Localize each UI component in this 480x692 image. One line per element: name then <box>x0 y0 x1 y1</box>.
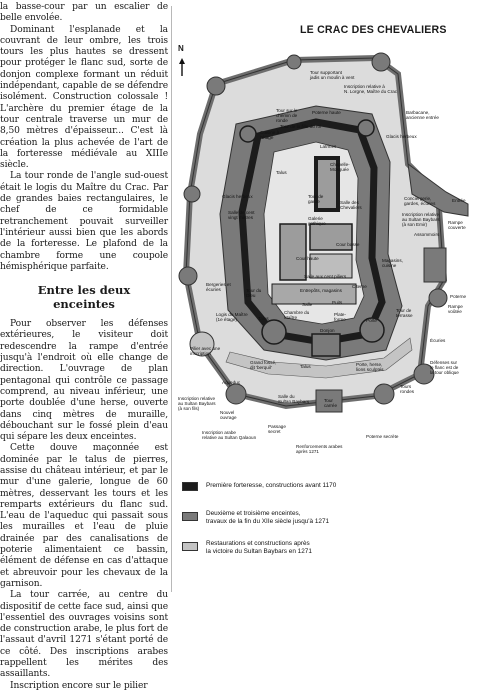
map-label: Défenses sur le flanc est de la tour oblique <box>430 360 459 376</box>
tower-outer <box>207 77 225 95</box>
paragraph: Pour observer les défenses extérieures, le visiteur doit redescendre la rampe d'entrée jusqu'à l'endroit où elle change de direction. L'ouvrage de plan pentagonal qui contrôle ce passage comprend, au niveau inférieur, une porte doublée d'une herse, ouverte dans cinq mètres de muraille, débouchant sur le fossé plein d'eau qui sépare les deux enceintes. <box>0 319 168 443</box>
map-label: Poterne haute <box>312 110 341 115</box>
north-arrow-head <box>179 58 185 64</box>
map-label: Inscription relative à N. Lorgne, Maître du Crac <box>344 84 398 95</box>
map-label: Porte <box>366 318 377 323</box>
map-label: Poterne secrète <box>366 434 399 439</box>
hall <box>280 224 306 280</box>
map-label: Magasins, cuisine <box>382 258 403 269</box>
legend-swatch <box>182 512 198 521</box>
legend-swatch <box>182 542 198 551</box>
page-title: LE CRAC DES CHEVALIERS <box>300 24 447 36</box>
legend <box>176 476 476 596</box>
inner-tower <box>262 320 286 344</box>
map-label: Inscription arabe relative au Sultan Qalaoun <box>202 430 257 441</box>
map-label: Aqueduc <box>222 380 241 385</box>
paragraph: Cette douve maçonnée est dominée par le talus de pierres, assise du château intérieur, et par le mur d'une galerie, longue de 60 mètres, desservant les tours et les remparts extérieurs du flanc sud. L'eau de l'aqueduc qui passait sous les murailles et l'eau de pluie drainée par des canalisations de poterie alimentaient ce bassin, élément de défense en cas d'attaque et abreuvoir pour les chevaux de la garnison. <box>0 443 168 589</box>
map-label: Inscription relative au Sultan Baybars (à son Emir) <box>402 212 440 228</box>
map-label: Talus <box>276 170 287 175</box>
tower-outer <box>287 55 301 69</box>
map-label: Pilier avec une inscription <box>190 346 221 357</box>
hall-pillars <box>272 284 356 304</box>
map-label: Tour sur le chemin de ronde <box>276 108 298 124</box>
map-label: Tour de la fille du roi <box>280 124 322 129</box>
tower-outer <box>429 289 447 307</box>
map-label: Rampe couverte <box>448 220 466 231</box>
map-label: Inscription relative au Sultan Baybars (à son fils) <box>178 396 216 412</box>
map-label: Barbacane, ancienne entrée <box>406 110 439 121</box>
tower-outer <box>374 384 394 404</box>
map-label: Talus <box>258 316 269 321</box>
map-label: Écuries <box>430 338 446 343</box>
section-heading-line1: Entre les deux <box>37 283 131 298</box>
section-heading <box>0 283 168 311</box>
map-label: Galerie gothique <box>308 216 326 227</box>
map-label: Tours rondes <box>400 384 415 395</box>
map-label: Salle aux cent piliers <box>304 274 347 279</box>
inner-tower <box>358 120 374 136</box>
text-column <box>0 2 168 691</box>
map-label: Plate- forme <box>334 312 347 323</box>
paragraph: la basse-cour par un escalier de belle envolée. <box>0 2 168 24</box>
paragraph: Inscription encore sur le pilier <box>10 680 148 691</box>
legend-swatch <box>182 482 198 491</box>
map-label: Cour basse <box>336 242 360 247</box>
map-label: Salle du Sultan Baybars <box>278 394 310 405</box>
map-label: Entrepôts, magasins <box>300 288 342 293</box>
map-label: Assommoirs <box>414 232 440 237</box>
map-label: Passage secret <box>268 424 286 435</box>
map-label: Salle des Chevaliers <box>340 200 362 211</box>
inner-tower <box>312 334 340 356</box>
column-divider <box>171 6 172 592</box>
gate-tower <box>424 248 446 282</box>
map-label: Salle <box>302 302 313 307</box>
map-label: Glacis herbeux <box>222 194 253 199</box>
map-label: Talus <box>300 364 311 369</box>
map-label: Tour du Dieu <box>246 288 262 299</box>
legend-label: Première forteresse, constructions avant 1170 <box>206 482 337 489</box>
tower-outer <box>372 53 390 71</box>
tower-outer <box>226 384 246 404</box>
map-label: Rampe voûtée <box>448 304 463 315</box>
legend-label: Deuxième et troisième enceintes, travaux de la fin du XIIe siècle jusqu'à 1271 <box>206 510 330 525</box>
legend-label: Restaurations et constructions après la victoire du Sultan Baybars en 1271 <box>206 540 312 555</box>
map-label: Logis du Maître (1e étage) <box>216 312 248 323</box>
map-label: Conciergerie, gardes, écuries <box>404 196 436 207</box>
map-label: Puits <box>332 300 343 305</box>
section-heading-line2: enceintes <box>53 297 115 312</box>
north-label: N <box>178 44 184 53</box>
paragraph: La tour ronde de l'angle sud-ouest était le logis du Maître du Crac. Par de grandes baies rectangulaires, le chef de ce formidable retranchement pouvait surveiller l'intérieur aussi bien que les abords de la forteresse. Le plafond de la chambre forme une coupole hémisphérique parfaite. <box>0 171 168 272</box>
map-label: Salle de cent vingt mètres <box>228 210 255 221</box>
map-label: Cuisine à l'étage <box>260 130 280 141</box>
map-label: Porte, herse, lions sculptés <box>356 362 384 373</box>
map-label: Tour carrée <box>324 398 338 409</box>
map-label: Tour de terrasse <box>396 308 413 319</box>
map-label: Renforcements arabes après 1271 <box>296 444 343 455</box>
map-label: Glacis herbeux <box>386 134 417 139</box>
castle-plan <box>176 44 476 466</box>
map-label: Cour haute <box>296 256 319 261</box>
paragraph: La tour carrée, au centre du dispositif de cette face sud, ainsi que l'essentiel des ouvrages voisins sont de construction arabe, le plus fort de l'assaut d'avril 1271 s'étant porté de ce côté. Des inscriptions arabes rappellent les mérites des assaillants. <box>0 590 168 680</box>
map-label: Bergeries et écuries <box>206 282 231 293</box>
map-label: Entrée <box>452 198 466 203</box>
inner-tower <box>240 126 256 142</box>
map-label: Tour supportant jadis un moulin à vent <box>310 70 355 81</box>
map-label: Nouvel ouvrage <box>220 410 237 421</box>
map-label: Grand fossé, dit 'berquil' <box>250 360 277 371</box>
map-label: Latrines <box>320 144 337 149</box>
map-label: Poterne <box>450 294 467 299</box>
map-label: Donjon <box>320 328 335 333</box>
tower-outer <box>184 186 200 202</box>
map-label: Chapelle- Mosquée <box>330 162 350 173</box>
paragraph: Dominant l'esplanade et la couvrant de leur ombre, les trois tours les plus hautes se dressent pour protéger le flanc sud, sorte de donjon complexe formant un réduit indépendant, capable de se défendre isolément. Construction colossale ! L'archère du premier étage de la tour centrale traverse un mur de 8,50 mètres d'épaisseur... C'est là création la plus achevée de l'art de la forteresse médiévale au XIIIe siècle. <box>0 24 168 171</box>
map-label: Chambre du Maître <box>284 310 310 321</box>
tower-outer <box>179 267 197 285</box>
map-label: Tour de garde <box>308 194 324 205</box>
map-label: Citerne <box>352 284 367 289</box>
